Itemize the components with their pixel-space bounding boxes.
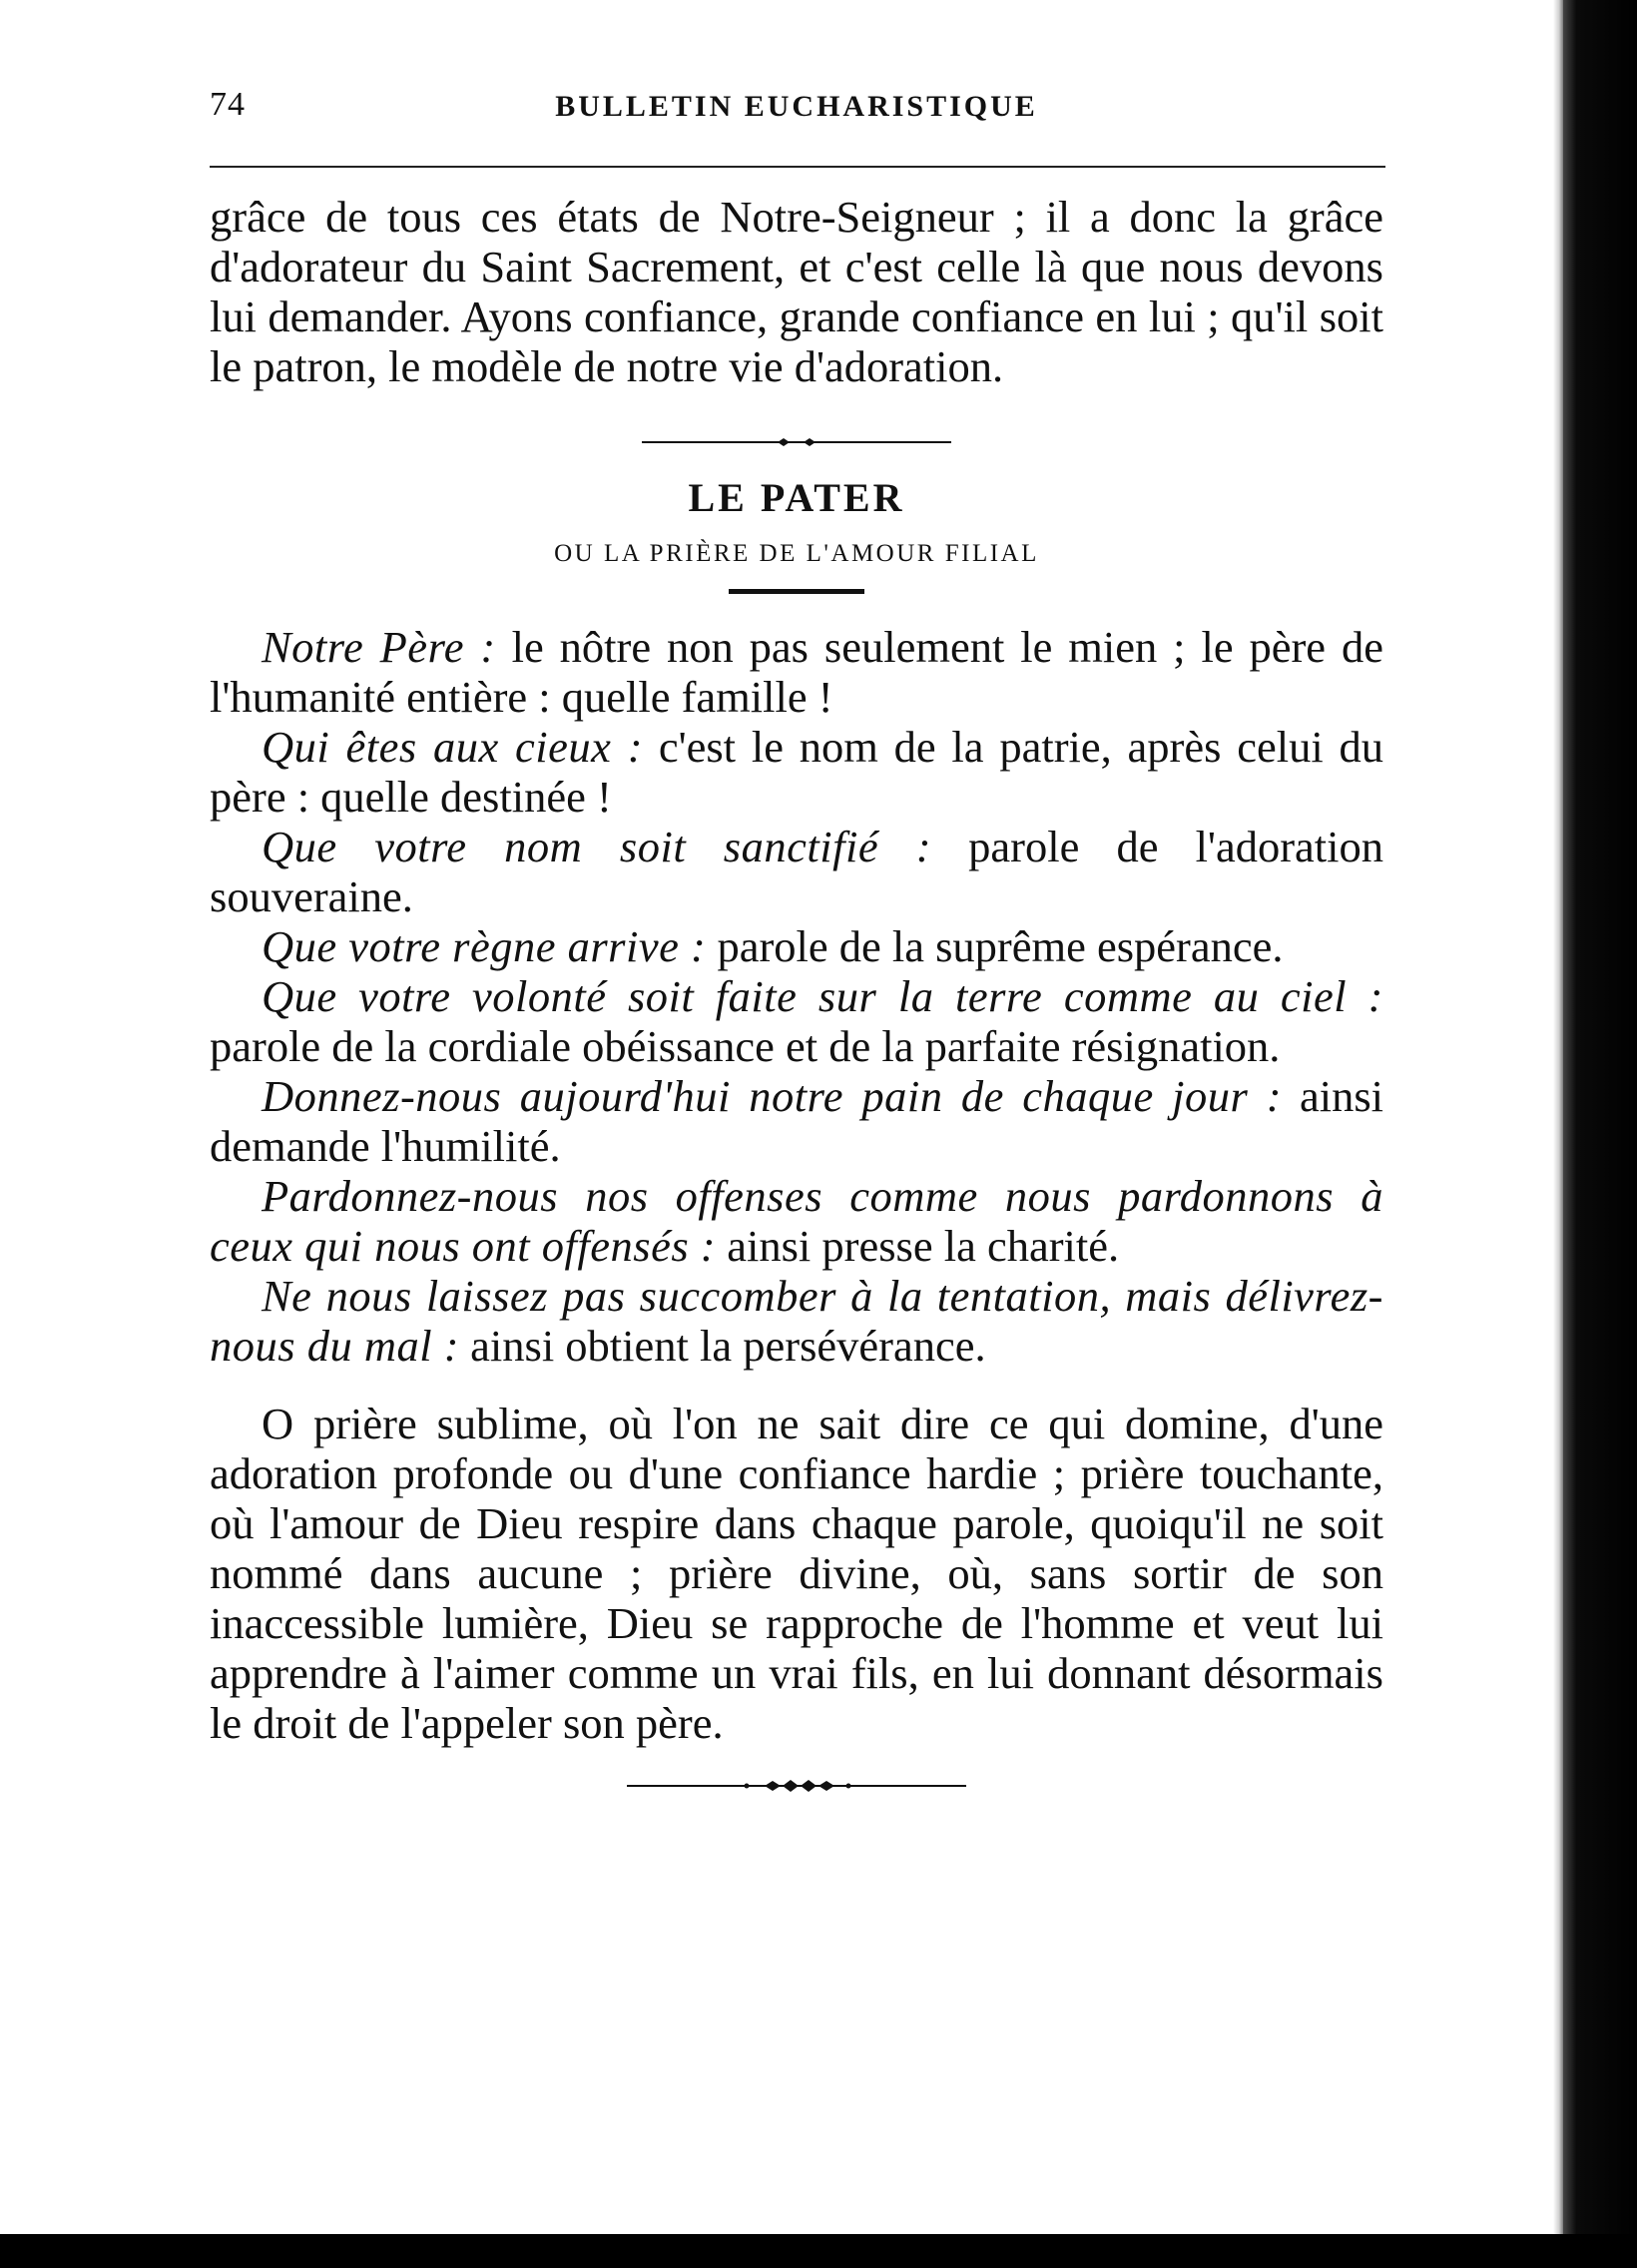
book-page: [210, 86, 1383, 1794]
section-subtitle: OU LA PRIÈRE DE L'AMOUR FILIAL: [554, 540, 1039, 567]
prayer-phrase: Ne nous laissez pas succomber à la tentation, mais délivrez-nous du mal :: [210, 1271, 1383, 1371]
page-gutter-shadow: [1553, 0, 1563, 2268]
section-divider-ornament: [642, 435, 951, 449]
prayer-line: [210, 1071, 1383, 1171]
prayer-phrase: Qui êtes aux cieux :: [262, 722, 644, 772]
section-title: LE PATER: [688, 475, 905, 520]
prayer-commentary: [210, 622, 1383, 1371]
book-edge: [1563, 0, 1637, 2268]
intro-paragraph: grâce de tous ces états de Notre-Seigneur ; il a donc la grâce d'adorateur du Saint Sacrement, et c'est celle là que nous devons lui demander. Ayons confiance, grande confiance en lui ; qu'il soit le patron, le modèle de notre vie d'adoration.: [210, 192, 1383, 391]
prayer-line: [210, 822, 1383, 921]
prayer-phrase: Que votre règne arrive :: [262, 921, 707, 971]
prayer-gloss: parole de la suprême espérance.: [706, 921, 1284, 971]
closing-paragraph: O prière sublime, où l'on ne sait dire ce qui domine, d'une adoration profonde ou d'une confiance hardie ; prière touchante, où l'amour de Dieu respire dans chaque parole, quoiqu'il ne soit nommé dans aucune ; prière divine, où, sans sortir de son inaccessible lumière, Dieu se rapproche de l'homme et veut lui apprendre à l'aimer comme un vrai fils, en lui donnant désormais le droit de l'appeler son père.: [210, 1399, 1383, 1748]
running-title: BULLETIN EUCHARISTIQUE: [555, 90, 1038, 123]
prayer-gloss: parole de la cordiale obéissance et de la parfaite résignation.: [210, 1021, 1281, 1071]
prayer-gloss: ainsi demande l'humilité.: [210, 1071, 1384, 1171]
header-rule: [210, 166, 1385, 168]
prayer-line: [210, 1271, 1383, 1371]
prayer-gloss: ainsi obtient la persévérance.: [459, 1321, 986, 1371]
prayer-phrase: Pardonnez-nous nos offenses comme nous pardonnons à ceux qui nous ont offensés :: [210, 1171, 1383, 1271]
page-number: 74: [210, 86, 246, 123]
prayer-phrase: Notre Père :: [262, 622, 496, 672]
prayer-phrase: Donnez-nous aujourd'hui notre pain de chaque jour :: [262, 1071, 1283, 1121]
title-rule: [729, 589, 864, 594]
prayer-line: [210, 622, 1383, 722]
running-head: [210, 86, 1383, 138]
scan-bottom-border: [0, 2234, 1637, 2268]
prayer-line: [210, 722, 1383, 822]
prayer-gloss: le nôtre non pas seulement le mien ; le père de l'humanité entière : quelle famille !: [210, 622, 1383, 722]
prayer-line: [210, 971, 1383, 1071]
prayer-gloss: ainsi presse la charité.: [716, 1221, 1120, 1271]
prayer-line: [210, 1171, 1383, 1271]
prayer-phrase: Que votre nom soit sanctifié :: [262, 822, 932, 871]
prayer-gloss: c'est le nom de la patrie, après celui du père : quelle destinée !: [210, 722, 1384, 822]
prayer-phrase: Que votre volonté soit faite sur la terre comme au ciel :: [262, 971, 1383, 1021]
end-ornament: [627, 1778, 966, 1794]
prayer-gloss: parole de l'adoration souveraine.: [210, 822, 1383, 921]
prayer-line: [210, 921, 1383, 971]
